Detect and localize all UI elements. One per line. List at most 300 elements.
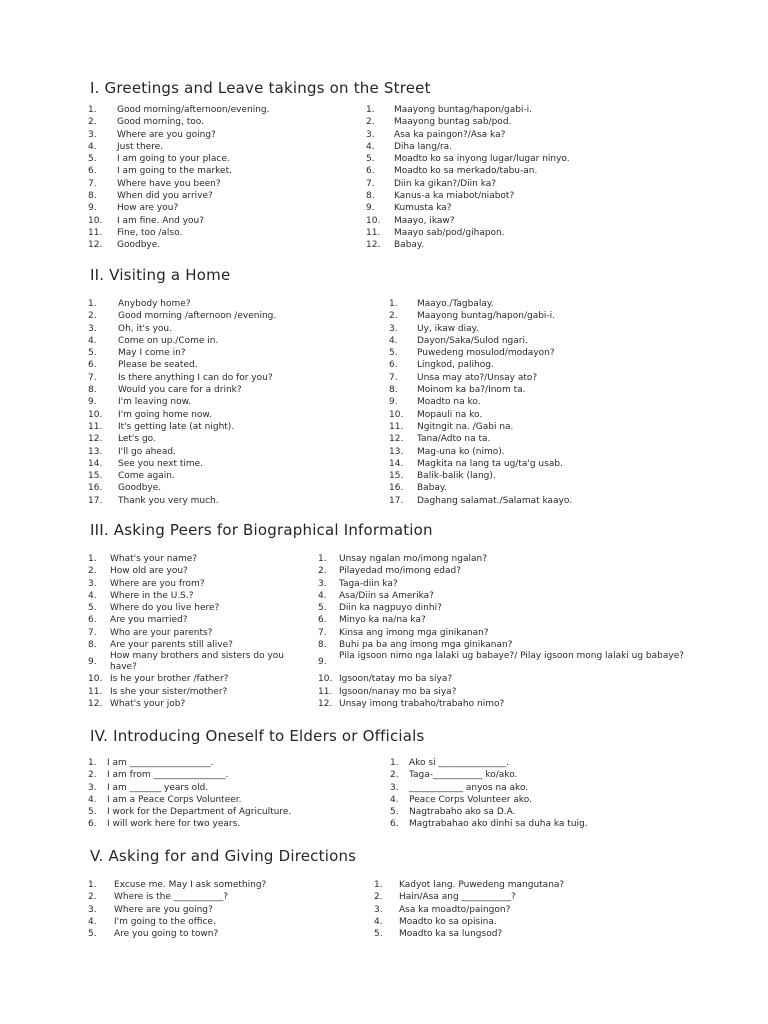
item-text: Diin ka gikan?/Diin ka? (394, 178, 497, 189)
cebuano-list (390, 757, 690, 831)
list-item (389, 446, 709, 458)
list-item (318, 553, 710, 565)
list-item (88, 409, 338, 421)
list-item (88, 104, 338, 116)
item-text: See you next time. (118, 458, 204, 469)
list-item (88, 421, 338, 433)
item-text: Asa ka moadto/paingon? (399, 904, 511, 915)
item-text: Diin ka nagpuyo dinhi? (339, 603, 442, 614)
item-number: 1. (389, 299, 398, 309)
item-text: Where are you from? (110, 578, 205, 589)
item-number: 2. (88, 892, 97, 903)
list-item (374, 904, 674, 916)
list-item (88, 698, 310, 710)
item-number: 8. (88, 191, 97, 202)
cebuano-list (318, 553, 710, 710)
list-item (88, 916, 348, 928)
item-text: Taga-___________ ko/ako. (409, 770, 518, 781)
item-text: Where do you live here? (110, 603, 220, 614)
item-number: 7. (389, 372, 398, 383)
item-text: Unsay ngalan mo/imong ngalan? (339, 554, 487, 564)
list-item (374, 928, 674, 940)
list-item (88, 782, 348, 794)
list-item (88, 323, 338, 335)
item-text: I work for the Department of Agriculture. (107, 807, 292, 818)
item-text: I am a Peace Corps Volunteer. (107, 794, 242, 805)
item-text: Where are you going? (117, 129, 216, 140)
item-number: 2. (88, 566, 97, 577)
item-number: 5. (318, 603, 327, 614)
item-number: 13. (88, 446, 103, 457)
section-title: II. Visiting a Home (90, 266, 231, 284)
item-text: I am _______ years old. (107, 782, 209, 793)
list-item (389, 359, 709, 371)
section-title: I. Greetings and Leave takings on the Street (90, 79, 431, 97)
list-item (389, 298, 709, 310)
list-item (88, 116, 338, 128)
item-number: 9. (88, 657, 97, 668)
item-text: Please be seated. (118, 360, 198, 371)
item-text: Maayong buntag/hapon/gabi-i. (394, 105, 533, 115)
item-number: 10. (88, 409, 103, 420)
list-item (389, 372, 709, 384)
list-item (88, 433, 338, 445)
item-number: 3. (318, 578, 327, 589)
item-number: 4. (318, 590, 327, 601)
item-text: Ngitngit na. /Gabi na. (417, 421, 514, 432)
list-item (366, 141, 696, 153)
item-text: Is he your brother /father? (110, 674, 229, 685)
list-item (88, 202, 338, 214)
item-number: 12. (88, 434, 103, 445)
item-text: I am __________________. (107, 758, 214, 768)
item-text: Thank you very much. (118, 495, 219, 506)
item-text: Kadyot lang. Puwedeng mangutana? (399, 880, 565, 890)
item-number: 10. (389, 409, 404, 420)
item-text: Taga-diin ka? (339, 578, 398, 589)
item-text: Minyo ka na/na ka? (339, 615, 426, 626)
item-text: Tana/Adto na ta. (417, 434, 491, 445)
list-item (389, 482, 709, 494)
list-item (389, 433, 709, 445)
item-text: Magtrabahao ako dinhi sa duha ka tuig. (409, 819, 588, 830)
item-text: Kinsa ang imong mga ginikanan? (339, 627, 489, 638)
list-item (374, 879, 674, 891)
list-item (88, 578, 310, 590)
item-text: Maayo sab/pod/gihapon. (394, 227, 505, 238)
item-text: Nagtrabaho ako sa D.A. (409, 807, 516, 818)
list-item (389, 323, 709, 335)
list-item (88, 165, 338, 177)
list-item (88, 384, 338, 396)
item-number: 11. (88, 686, 103, 697)
item-text: It's getting late (at night). (118, 421, 235, 432)
item-number: 8. (389, 385, 398, 396)
list-item (88, 928, 348, 940)
item-number: 4. (88, 916, 97, 927)
item-number: 5. (88, 154, 97, 165)
english-list (88, 757, 348, 831)
list-item (88, 153, 338, 165)
list-item (366, 153, 696, 165)
item-number: 4. (374, 916, 383, 927)
item-text: Come on up./Come in. (118, 335, 219, 346)
item-number: 2. (389, 311, 398, 322)
item-text: Oh, it's you. (118, 323, 172, 334)
list-item (88, 141, 338, 153)
list-item (88, 686, 310, 698)
list-item (88, 627, 310, 639)
item-number: 14. (389, 458, 404, 469)
item-text: I'll go ahead. (118, 446, 176, 457)
list-item (318, 651, 710, 673)
item-text: Magkita na lang ta ug/ta'g usab. (417, 458, 563, 469)
list-item (366, 129, 696, 141)
item-text: Is there anything I can do for you? (118, 372, 273, 383)
item-text: Uy, ikaw diay. (417, 323, 479, 334)
item-number: 7. (366, 178, 375, 189)
item-number: 4. (389, 335, 398, 346)
item-text: Moadto ko sa merkado/tabu-an. (394, 166, 538, 177)
list-item (318, 602, 710, 614)
list-item (88, 639, 310, 651)
list-item (318, 639, 710, 651)
item-text: Dayon/Saka/Sulod ngari. (417, 335, 528, 346)
item-text: Good morning/afternoon/evening. (117, 105, 270, 115)
list-item (88, 372, 338, 384)
item-number: 2. (88, 117, 97, 128)
list-item (366, 104, 696, 116)
item-number: 1. (318, 554, 327, 564)
item-number: 6. (390, 819, 399, 830)
list-item (88, 470, 338, 482)
item-text: Mopauli na ko. (417, 409, 483, 420)
cebuano-list (389, 298, 709, 507)
item-number: 5. (390, 807, 399, 818)
list-item (389, 495, 709, 507)
list-item (374, 916, 674, 928)
item-text: Just there. (117, 141, 164, 152)
item-number: 10. (88, 674, 103, 685)
item-number: 3. (88, 323, 97, 334)
list-item (88, 818, 348, 830)
list-item (318, 627, 710, 639)
item-text: Asa ka paingon?/Asa ka? (394, 129, 506, 140)
item-number: 8. (318, 640, 327, 651)
list-item (366, 202, 696, 214)
item-text: Diha lang/ra. (394, 141, 453, 152)
item-number: 17. (88, 495, 103, 506)
item-text: Come again. (118, 471, 175, 482)
list-item (318, 673, 710, 685)
list-item (318, 686, 710, 698)
item-number: 12. (88, 698, 103, 709)
item-text: I'm going home now. (118, 409, 212, 420)
item-text: Goodbye. (118, 483, 162, 494)
item-number: 8. (88, 385, 97, 396)
item-number: 1. (88, 105, 97, 115)
item-number: 6. (88, 166, 97, 177)
item-text: Excuse me. May I ask something? (114, 880, 267, 890)
list-item (318, 698, 710, 710)
list-item (88, 335, 338, 347)
item-text: Good morning /afternoon /evening. (118, 311, 277, 322)
item-number: 8. (366, 191, 375, 202)
item-number: 15. (389, 471, 404, 482)
list-item (88, 602, 310, 614)
list-item (390, 769, 690, 781)
item-text: Are your parents still alive? (110, 640, 233, 651)
list-item (389, 396, 709, 408)
list-item (88, 227, 338, 239)
section-title: IV. Introducing Oneself to Elders or Officials (90, 727, 425, 745)
item-number: 4. (88, 794, 97, 805)
item-text: I will work here for two years. (107, 819, 241, 830)
item-number: 5. (389, 348, 398, 359)
item-text: Are you going to town? (114, 929, 219, 940)
item-text: What's your name? (110, 554, 198, 564)
item-number: 4. (88, 335, 97, 346)
item-text: Buhi pa ba ang imong mga ginikanan? (339, 640, 513, 651)
item-number: 10. (366, 215, 381, 226)
item-number: 4. (88, 590, 97, 601)
item-number: 5. (88, 348, 97, 359)
item-number: 16. (389, 483, 404, 494)
list-item (88, 178, 338, 190)
list-item (88, 769, 348, 781)
list-item (366, 239, 696, 251)
item-number: 11. (88, 421, 103, 432)
item-text: Good morning, too. (117, 117, 204, 128)
list-item (88, 129, 338, 141)
item-number: 6. (88, 615, 97, 626)
list-item (88, 347, 338, 359)
item-text: Kumusta ka? (394, 203, 452, 214)
item-text: Moadto na ko. (417, 397, 481, 408)
item-number: 3. (88, 578, 97, 589)
item-number: 3. (366, 129, 375, 140)
item-number: 1. (88, 299, 97, 309)
item-text: Anybody home? (118, 299, 191, 309)
item-text: Maayong buntag/hapon/gabi-i. (417, 311, 556, 322)
item-number: 3. (88, 129, 97, 140)
item-text: How old are you? (110, 566, 188, 577)
item-text: Mag-una ko (nimo). (417, 446, 505, 457)
item-text: Maayong buntag sab/pod. (394, 117, 512, 128)
item-number: 1. (88, 758, 97, 768)
item-number: 1. (374, 880, 383, 890)
item-text: Moadto ka sa lungsod? (399, 929, 503, 940)
item-text: Pila igsoon nimo nga lalaki ug babaye?/ Pilay igsoon mong lalaki ug babaye? (339, 651, 685, 662)
item-text: Moadto ko sa inyong lugar/lugar ninyo. (394, 154, 570, 165)
list-item (318, 590, 710, 602)
item-number: 12. (389, 434, 404, 445)
item-number: 2. (374, 892, 383, 903)
list-item (366, 165, 696, 177)
section-title: III. Asking Peers for Biographical Information (90, 521, 433, 539)
item-number: 7. (88, 627, 97, 638)
list-item (318, 614, 710, 626)
item-number: 1. (366, 105, 375, 115)
item-number: 2. (88, 311, 97, 322)
item-text: Where have you been? (117, 178, 221, 189)
item-number: 2. (390, 770, 399, 781)
item-text: Unsa may ato?/Unsay ato? (417, 372, 538, 383)
list-item (389, 310, 709, 322)
item-number: 5. (366, 154, 375, 165)
item-text: Puwedeng mosulod/modayon? (417, 348, 555, 359)
list-item (88, 482, 338, 494)
item-number: 9. (389, 397, 398, 408)
item-text: Are you married? (110, 615, 188, 626)
item-text: Where is the ___________? (114, 892, 228, 903)
item-text: Babay. (394, 240, 424, 251)
list-item (390, 818, 690, 830)
item-text: Kanus-a ka miabot/niabot? (394, 191, 515, 202)
item-text: Maayo./Tagbalay. (417, 299, 494, 309)
item-text: Asa/Diin sa Amerika? (339, 590, 434, 601)
list-item (88, 310, 338, 322)
list-item (389, 409, 709, 421)
item-text: I'm leaving now. (118, 397, 192, 408)
item-number: 15. (88, 471, 103, 482)
item-number: 11. (366, 227, 381, 238)
item-text: Would you care for a drink? (118, 385, 242, 396)
list-item (366, 116, 696, 128)
item-text: Lingkod, palihog. (417, 360, 494, 371)
item-text: Moinom ka ba?/Inom ta. (417, 385, 526, 396)
item-number: 6. (88, 819, 97, 830)
item-text: Moadto ko sa opisina. (399, 916, 497, 927)
list-item (88, 190, 338, 202)
list-item (390, 794, 690, 806)
item-number: 13. (389, 446, 404, 457)
item-number: 12. (318, 698, 333, 709)
list-item (88, 495, 338, 507)
item-number: 7. (318, 627, 327, 638)
item-number: 1. (88, 880, 97, 890)
item-text: Ako si _______________. (409, 758, 509, 768)
list-item (88, 553, 310, 565)
english-list (88, 879, 348, 940)
item-number: 5. (374, 929, 383, 940)
item-number: 2. (366, 117, 375, 128)
list-item (88, 298, 338, 310)
list-item (88, 794, 348, 806)
item-text: Where in the U.S.? (110, 590, 194, 601)
item-number: 6. (366, 166, 375, 177)
item-text: Is she your sister/mother? (110, 686, 228, 697)
item-text: Who are your parents? (110, 627, 213, 638)
item-number: 3. (88, 782, 97, 793)
list-item (389, 458, 709, 470)
item-number: 6. (88, 360, 97, 371)
item-number: 4. (390, 794, 399, 805)
item-text: ____________ anyos na ako. (409, 782, 529, 793)
item-number: 5. (88, 807, 97, 818)
item-text: What's your job? (110, 698, 186, 709)
list-item (389, 384, 709, 396)
item-text: I am from ________________. (107, 770, 229, 781)
item-number: 5. (88, 603, 97, 614)
item-number: 6. (389, 360, 398, 371)
list-item (366, 215, 696, 227)
list-item (366, 227, 696, 239)
list-item (88, 806, 348, 818)
list-item (88, 891, 348, 903)
list-item (88, 651, 310, 673)
list-item (88, 879, 348, 891)
item-number: 2. (88, 770, 97, 781)
item-number: 11. (389, 421, 404, 432)
list-item (88, 458, 338, 470)
item-number: 9. (88, 203, 97, 214)
list-item (318, 578, 710, 590)
item-text: May I come in? (118, 348, 186, 359)
item-text: Unsay imong trabaho/trabaho nimo? (339, 698, 505, 709)
item-number: 9. (366, 203, 375, 214)
item-number: 2. (318, 566, 327, 577)
item-text: Hain/Asa ang ___________? (399, 892, 516, 903)
item-number: 12. (366, 240, 381, 251)
item-text: When did you arrive? (117, 191, 213, 202)
list-item (374, 891, 674, 903)
list-item (366, 178, 696, 190)
section-title: V. Asking for and Giving Directions (90, 847, 357, 865)
list-item (389, 421, 709, 433)
list-item (390, 757, 690, 769)
item-text: I am fine. And you? (117, 215, 205, 226)
cebuano-list (374, 879, 674, 940)
english-list (88, 553, 310, 710)
cebuano-list (366, 104, 696, 252)
item-number: 4. (366, 141, 375, 152)
item-number: 6. (318, 615, 327, 626)
item-number: 16. (88, 483, 103, 494)
list-item (88, 446, 338, 458)
list-item (390, 806, 690, 818)
list-item (390, 782, 690, 794)
item-text: Peace Corps Volunteer ako. (409, 794, 532, 805)
item-text: Goodbye. (117, 240, 161, 251)
item-text: Fine, too /also. (117, 227, 183, 238)
list-item (88, 757, 348, 769)
item-number: 14. (88, 458, 103, 469)
item-number: 12. (88, 240, 103, 251)
item-text: Pilayedad mo/imong edad? (339, 566, 462, 577)
item-number: 4. (88, 141, 97, 152)
list-item (366, 190, 696, 202)
item-text: Where are you going? (114, 904, 213, 915)
item-text: Maayo, ikaw? (394, 215, 455, 226)
item-number: 10. (88, 215, 103, 226)
item-text: I am going to your place. (117, 154, 230, 165)
item-text: Igsoon/nanay mo ba siya? (339, 686, 457, 697)
item-number: 3. (374, 904, 383, 915)
item-text: I'm going to the office. (114, 916, 216, 927)
item-number: 1. (88, 554, 97, 564)
item-number: 11. (318, 686, 333, 697)
list-item (88, 614, 310, 626)
list-item (389, 470, 709, 482)
item-number: 8. (88, 640, 97, 651)
list-item (389, 335, 709, 347)
item-text: How are you? (117, 203, 179, 214)
english-list (88, 104, 338, 252)
list-item (88, 904, 348, 916)
item-text: Let's go. (118, 434, 156, 445)
list-item (88, 215, 338, 227)
